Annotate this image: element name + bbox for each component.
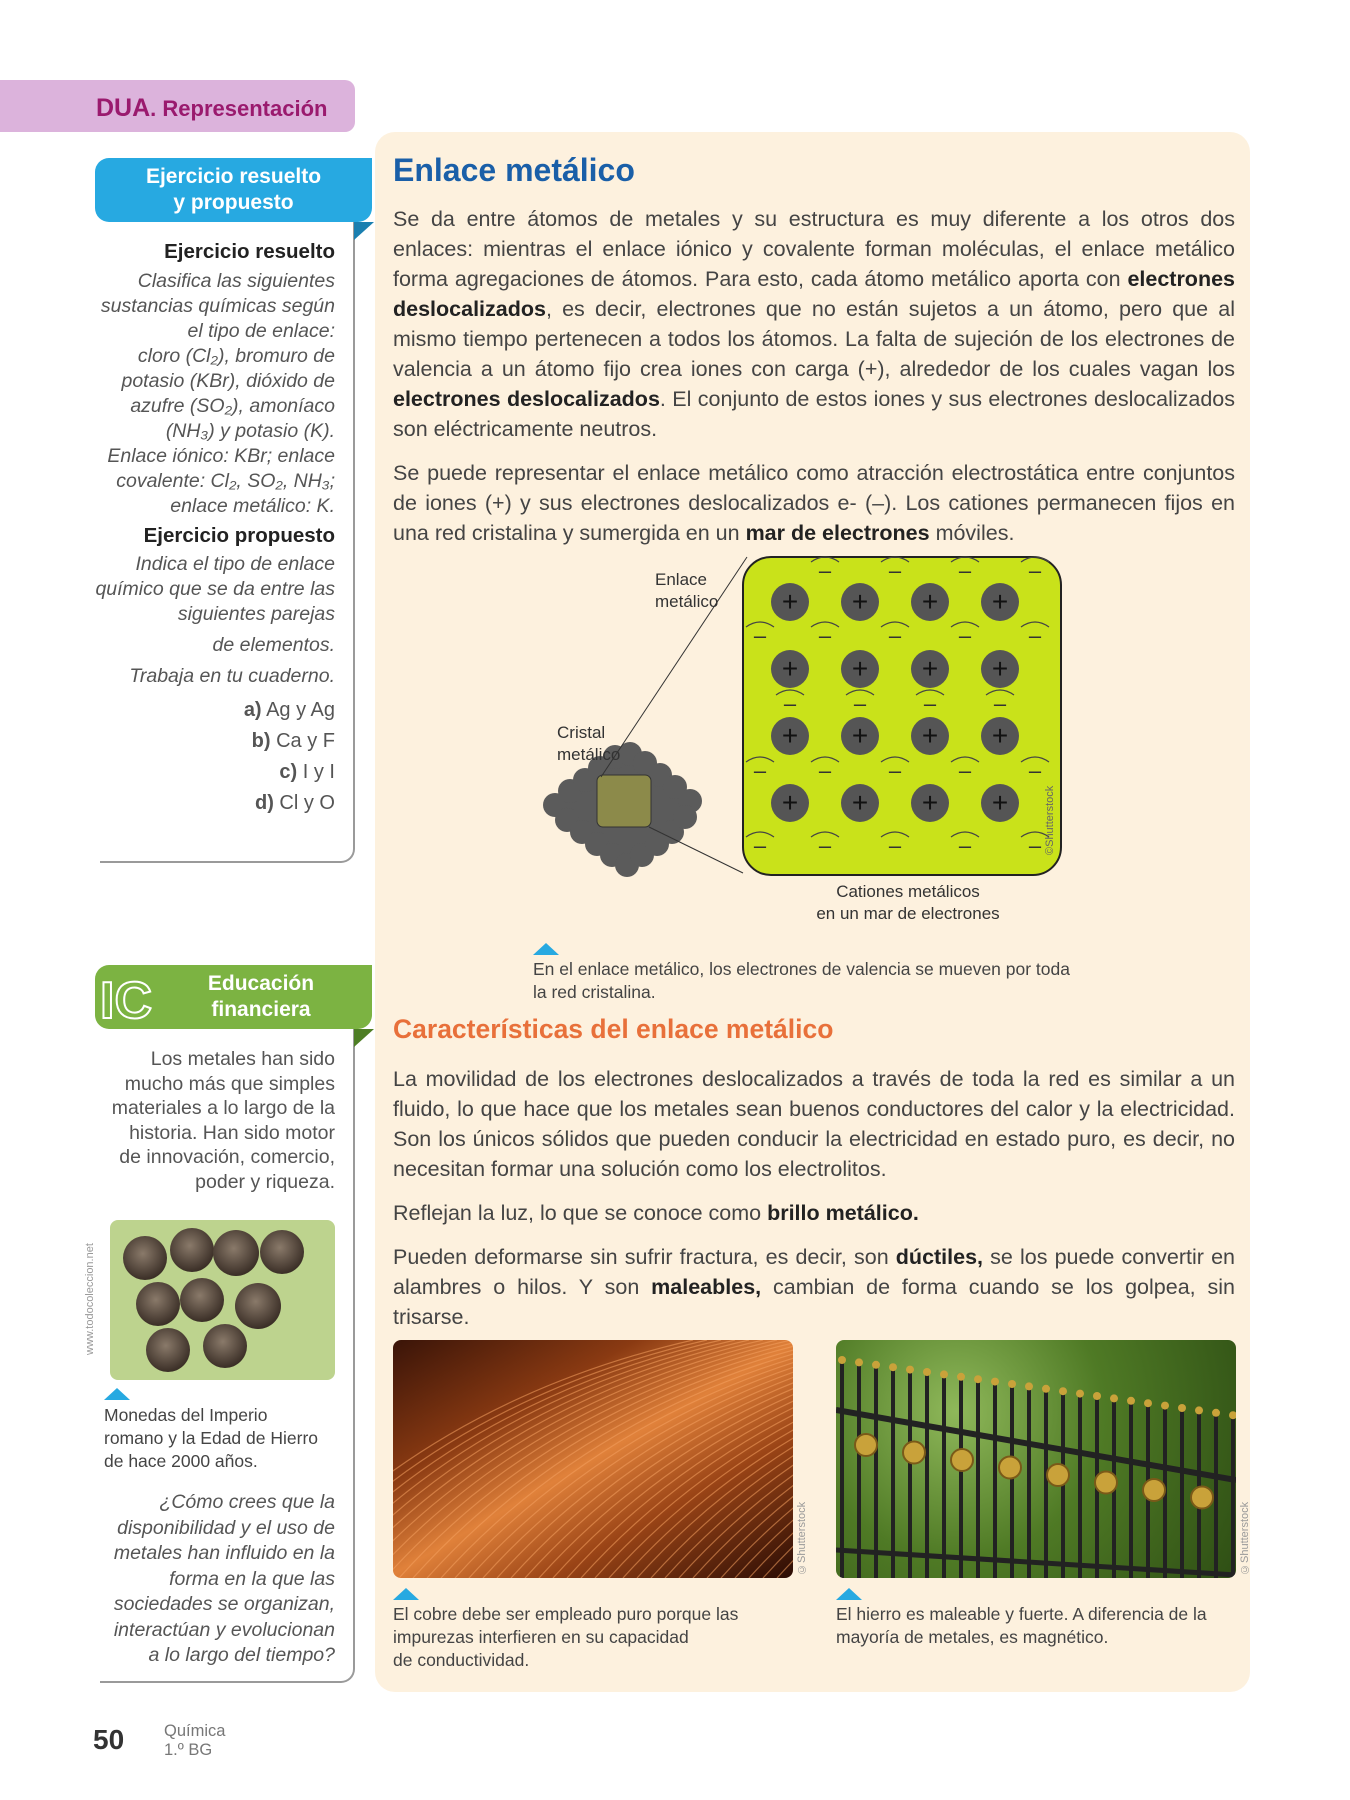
cation-plus: + xyxy=(991,787,1009,818)
resuelto-line: sustancias químicas según xyxy=(100,295,335,317)
exercise-item: b) Ca y F xyxy=(251,730,335,752)
electron-mark: – xyxy=(818,558,832,583)
page-number: 50 xyxy=(93,1724,125,1755)
paragraph-4: Reflejan la luz, lo que se conoce como brillo metálico. xyxy=(393,1201,919,1225)
fence-finial xyxy=(957,1373,965,1381)
caption-triangle-icon xyxy=(836,1588,862,1600)
answer-line: enlace metálico: K. xyxy=(170,495,335,517)
svg-text:IC: IC xyxy=(100,972,152,1026)
iron-fence-photo xyxy=(836,1340,1236,1578)
electron-mark: – xyxy=(888,758,902,783)
electron-mark: – xyxy=(993,691,1007,716)
electron-mark: – xyxy=(818,623,832,648)
fence-finial xyxy=(1229,1411,1236,1419)
photo1-credit: ©Shutterstock xyxy=(796,1501,808,1575)
section-subtitle: Características del enlace metálico xyxy=(393,1014,834,1044)
footer-subject: Química 1.º BG xyxy=(164,1722,226,1759)
label-cationes-line1: Cationes metálicos xyxy=(836,882,980,901)
propuesto-line: de elementos. xyxy=(212,634,335,656)
ejercicio-tab-line1: Ejercicio resuelto xyxy=(145,165,322,188)
cation-plus: + xyxy=(851,720,869,751)
educacion-question: ¿Cómo crees que la disponibilidad y el uso de metales han influido en la forma en la que las sociedades se organizan, interactúan y evolucionan a lo largo del tiempo? xyxy=(113,1491,335,1666)
dua-prefix: DUA xyxy=(96,94,151,122)
caption-triangle-icon xyxy=(533,943,559,955)
photo2-caption: El hierro es maleable y fuerte. A diferencia de la mayoría de metales, es magnético. xyxy=(836,1604,1207,1647)
page-title: Enlace metálico xyxy=(393,152,635,188)
exercise-item: c) I y I xyxy=(279,761,335,783)
cation-plus: + xyxy=(851,653,869,684)
electron-mark: – xyxy=(958,558,972,583)
diagram-caption: En el enlace metálico, los electrones de valencia se mueven por toda la red cristalina. xyxy=(533,959,1070,1002)
cation-plus: + xyxy=(851,586,869,617)
coins-credit: www.todocoleccion.net xyxy=(84,1243,96,1355)
electron-mark: – xyxy=(1028,558,1042,583)
fence-finial xyxy=(838,1356,846,1364)
electron-mark: – xyxy=(958,623,972,648)
electron-mark: – xyxy=(753,623,767,648)
fence-finial xyxy=(1025,1382,1033,1390)
ejercicio-tab xyxy=(95,158,372,222)
copper-wire-line xyxy=(595,1340,793,1578)
educacion-text: Los metales han sido mucho más que simples materiales a lo largo de la historia. Han sido motor de innovación, comercio, poder y riqueza. xyxy=(111,1048,335,1193)
label-enlace-line2: metálico xyxy=(655,592,719,611)
fence-finial xyxy=(923,1368,931,1376)
diagram-credit: ©Shutterstock xyxy=(1044,785,1056,855)
exercise-item: d) Cl y O xyxy=(254,792,335,814)
fence-finial xyxy=(1212,1409,1220,1417)
electron-mark: – xyxy=(818,758,832,783)
label-cationes-line2: en un mar de electrones xyxy=(816,904,1000,923)
cation-plus: + xyxy=(781,787,799,818)
fence-rosette xyxy=(999,1457,1021,1479)
label-cristal-line2: metálico xyxy=(557,745,621,764)
fence-finial xyxy=(1195,1406,1203,1414)
cation-plus: + xyxy=(991,586,1009,617)
electron-mark: – xyxy=(753,833,767,858)
dua-banner xyxy=(0,80,355,132)
label-cristal-line1: Cristal xyxy=(557,723,606,742)
answer-line: Enlace iónico: KBr; enlace xyxy=(107,445,335,467)
exercise-items xyxy=(95,695,335,819)
fence-rail xyxy=(836,1550,1236,1575)
fence-finial xyxy=(855,1358,863,1366)
propuesto-line: Indica el tipo de enlace xyxy=(135,553,335,575)
fence-finial xyxy=(1127,1397,1135,1405)
educacion-tab-line2: financiera xyxy=(211,998,311,1021)
fence-finial xyxy=(1076,1390,1084,1398)
propuesto-title: Ejercicio propuesto xyxy=(143,524,335,547)
resuelto-line: cloro (Cl₂), bromuro de xyxy=(137,345,335,367)
label-enlace-line1: Enlace xyxy=(655,570,707,589)
cation-plus: + xyxy=(781,586,799,617)
electron-mark: – xyxy=(888,833,902,858)
fence-rosette xyxy=(1047,1464,1069,1486)
cation-plus: + xyxy=(921,720,939,751)
copper-wire-line xyxy=(511,1340,793,1578)
copper-coil-illustration xyxy=(393,1340,793,1578)
electron-mark: – xyxy=(888,558,902,583)
cation-plus: + xyxy=(921,787,939,818)
fence-finial xyxy=(991,1378,999,1386)
electron-mark: – xyxy=(783,691,797,716)
electron-mark: – xyxy=(888,623,902,648)
electron-mark: – xyxy=(923,691,937,716)
ejercicio-tab-line2: y propuesto xyxy=(173,191,294,214)
educacion-tab-line1: Educación xyxy=(207,972,315,995)
exercise-item: a) Ag y Ag xyxy=(243,699,335,721)
electron-mark: – xyxy=(958,758,972,783)
copper-wire-line xyxy=(679,1340,793,1578)
paragraph-1: Se da entre átomos de metales y su estructura es muy diferente a los otros dos enlaces: mientras el enlace iónico y covalente forman moléculas, el enlace metálico forma agregaciones de átomos. Para esto, cada átomo metálico aporta con electrones deslocalizados, es decir, electrones que no están sujetos a un átomo, pero que al mismo tiempo pertenecen a todos los átomos. La falta de sujeción de los electrones de valencia a un átomo fijo crea iones con carga (+), alrededor de los cuales vagan los electrones deslocalizados. El conjunto de estos iones y sus electrones deslocalizados son eléctricamente neutros. xyxy=(393,207,1235,441)
fence-finial xyxy=(1110,1394,1118,1402)
cation-plus: + xyxy=(851,787,869,818)
electron-mark: – xyxy=(958,833,972,858)
copper-wire-line xyxy=(399,1340,793,1578)
fence-rosette xyxy=(855,1434,877,1456)
propuesto-line: siguientes parejas xyxy=(177,603,335,625)
cation-plus: + xyxy=(781,653,799,684)
ic-logo-icon xyxy=(98,970,160,1026)
cation-plus: + xyxy=(991,720,1009,751)
coins-illustration xyxy=(110,1220,335,1380)
fence-finial xyxy=(1059,1387,1067,1395)
iron-fence-illustration xyxy=(836,1340,1236,1578)
fence-finial xyxy=(1178,1404,1186,1412)
crystal-zoom-region xyxy=(597,775,651,827)
fence-finial xyxy=(1042,1385,1050,1393)
copper-wire-line xyxy=(707,1340,793,1578)
fence-finial xyxy=(1093,1392,1101,1400)
copper-wire-line xyxy=(393,1340,777,1578)
resuelto-line: Clasifica las siguientes xyxy=(137,270,335,292)
paragraph-5: Pueden deformarse sin sufrir fractura, es decir, son dúctiles, se los puede convertir en alambres o hilos. Y son maleables, cambian de forma cuando se los golpea, sin trisarse. xyxy=(393,1245,1235,1329)
dua-label: . Representación xyxy=(150,96,328,121)
paragraph-2: Se puede representar el enlace metálico como atracción electrostática entre conjuntos de iones (+) y sus electrones deslocalizados e- (–). Los cationes permanecen fijos en una red cristalina y sumergida en un mar de electrones móviles. xyxy=(393,461,1235,545)
photo2-credit: ©Shutterstock xyxy=(1239,1501,1251,1575)
electron-mark: – xyxy=(1028,758,1042,783)
roman-coins-image xyxy=(110,1220,335,1380)
fence-finial xyxy=(872,1361,880,1369)
metallic-bond-diagram xyxy=(525,555,1085,935)
caption-triangle-icon xyxy=(393,1588,419,1600)
electron-mark: – xyxy=(818,833,832,858)
resuelto-line: el tipo de enlace: xyxy=(187,320,335,342)
ejercicio-resuelto xyxy=(95,239,335,819)
resuelto-line: azufre (SO₂), amoníaco xyxy=(130,395,335,417)
fence-rosette xyxy=(1143,1479,1165,1501)
fence-finial xyxy=(974,1375,982,1383)
paragraph-3: La movilidad de los electrones deslocalizados a través de toda la red es similar a un fluido, lo que hace que los metales sean buenos conductores del calor y la electricidad. Son los únicos sólidos que pueden conducir la electricidad en estado puro, es decir, no necesitan formar una solución como los electrolitos. xyxy=(393,1067,1235,1181)
electron-mark: – xyxy=(753,758,767,783)
photo1-caption: El cobre debe ser empleado puro porque las impurezas interfieren en su capacidad de conductividad. xyxy=(393,1604,739,1670)
cation-plus: + xyxy=(781,720,799,751)
electron-mark: – xyxy=(1028,623,1042,648)
copper-wire-photo xyxy=(393,1340,793,1578)
propuesto-line: químico que se da entre las xyxy=(95,578,335,600)
answer-line: covalente: Cl₂, SO₂, NH₃; xyxy=(116,470,335,492)
fence-finial xyxy=(889,1363,897,1371)
caption-triangle-icon xyxy=(104,1388,130,1400)
fence-finial xyxy=(1008,1380,1016,1388)
cation-plus: + xyxy=(921,586,939,617)
copper-wire-line xyxy=(393,1340,749,1578)
coins-caption: Monedas del Imperio romano y la Edad de Hierro de hace 2000 años. xyxy=(104,1405,318,1471)
fence-rosette xyxy=(903,1442,925,1464)
fence-rosette xyxy=(1095,1472,1117,1494)
cation-plus: + xyxy=(991,653,1009,684)
resuelto-title: Ejercicio resuelto xyxy=(164,240,335,263)
fence-rail xyxy=(836,1410,1236,1480)
fence-rosette xyxy=(951,1449,973,1471)
fence-finial xyxy=(906,1366,914,1374)
cation-plus: + xyxy=(921,653,939,684)
fence-finial xyxy=(1161,1402,1169,1410)
fence-finial xyxy=(1144,1399,1152,1407)
copper-wire-line xyxy=(427,1340,793,1578)
electron-mark: – xyxy=(1028,833,1042,858)
resuelto-line: (NH₃) y potasio (K). xyxy=(165,420,335,442)
resuelto-line: potasio (KBr), dióxido de xyxy=(121,370,335,392)
fence-finial xyxy=(940,1370,948,1378)
propuesto-line: Trabaja en tu cuaderno. xyxy=(129,665,335,687)
copper-wire-line xyxy=(791,1340,793,1578)
electron-mark: – xyxy=(853,691,867,716)
fence-rosette xyxy=(1191,1487,1213,1509)
